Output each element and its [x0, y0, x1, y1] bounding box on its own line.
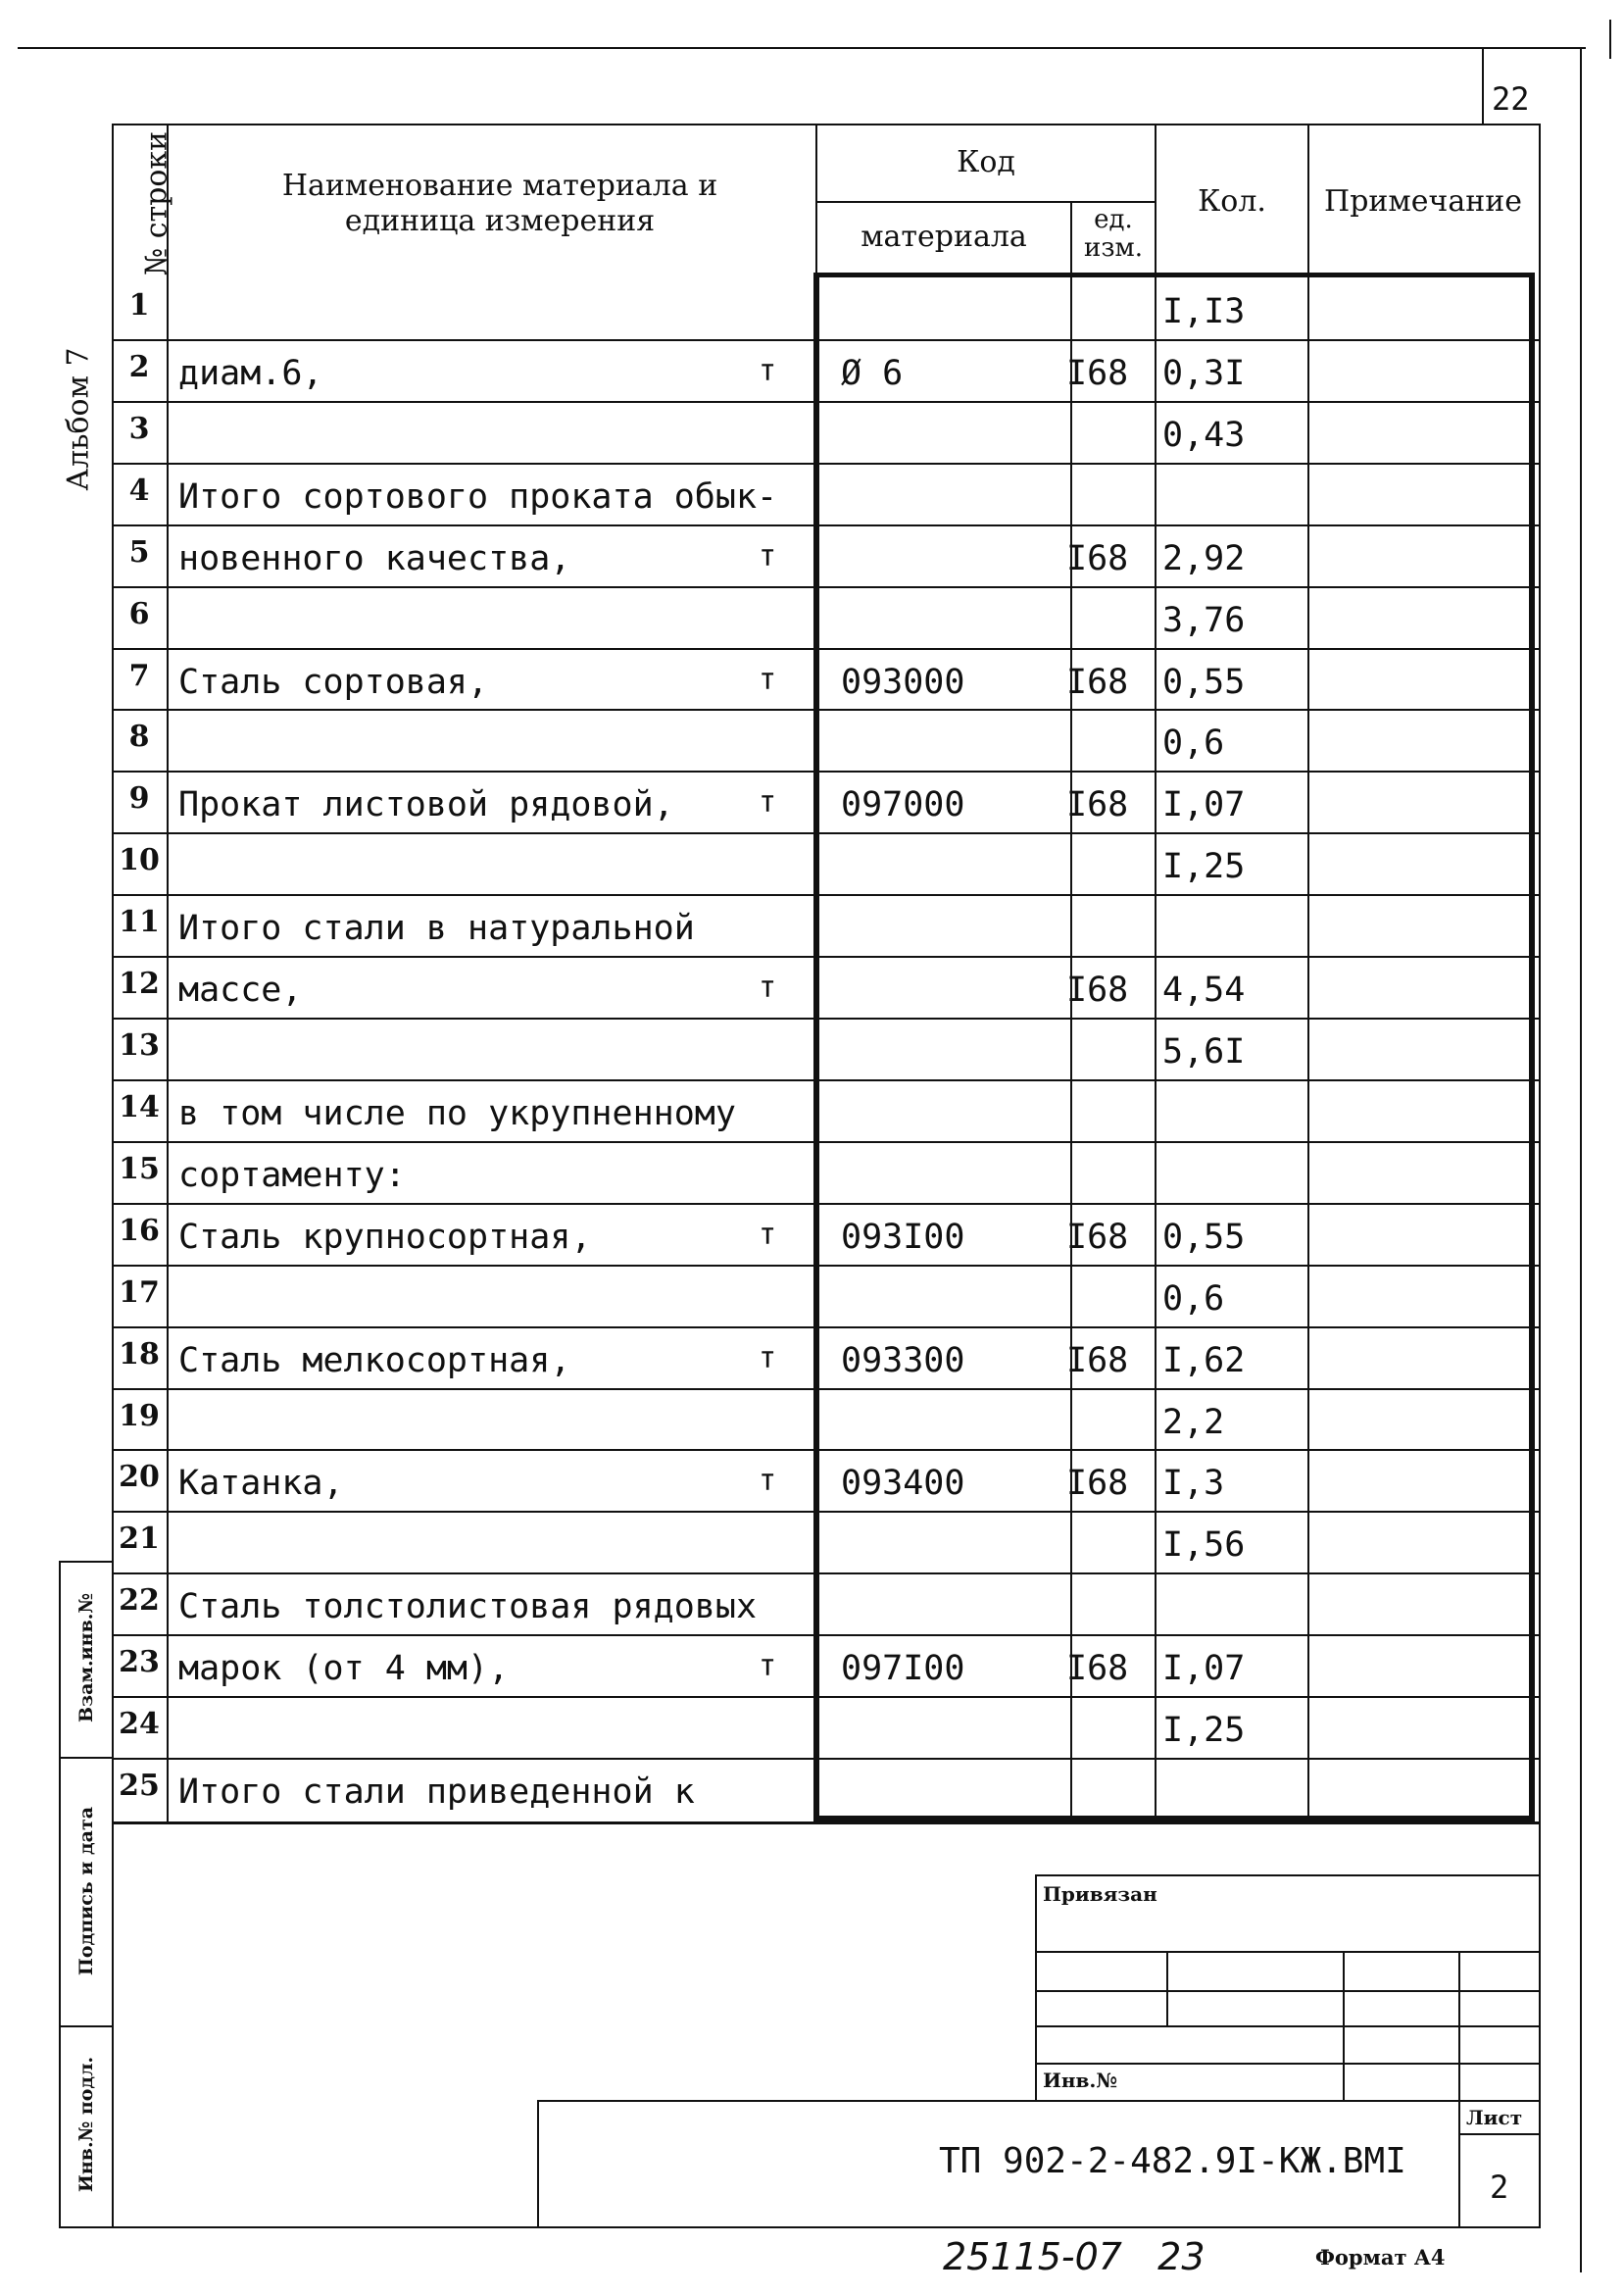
row-number: 18	[119, 1336, 160, 1372]
privyazan-label: Привязан	[1043, 1882, 1157, 1906]
row-number: 15	[119, 1151, 160, 1186]
row-number: 11	[119, 905, 160, 940]
quantity: I,25	[1162, 1711, 1246, 1751]
right-edge-mark	[1609, 20, 1611, 59]
unit-label: т	[759, 785, 777, 821]
unit-label: т	[759, 1340, 777, 1375]
list-label: Лист	[1466, 2106, 1523, 2129]
row-number: 21	[119, 1522, 160, 1557]
header-note: Примечание	[1324, 184, 1522, 219]
unit-label: т	[759, 538, 777, 574]
row-number: 24	[119, 1707, 160, 1742]
unit-code: I68	[1066, 662, 1129, 702]
material-name: Итого сортового проката обык-	[178, 476, 778, 517]
row-number: 13	[119, 1028, 160, 1064]
table-row	[112, 709, 1541, 771]
table-row	[112, 1326, 1541, 1388]
row-number: 17	[119, 1274, 160, 1310]
table-row	[112, 1203, 1541, 1265]
row-number: 19	[119, 1398, 160, 1433]
unit-code: I68	[1066, 785, 1129, 825]
material-name: Сталь мелкосортная,	[178, 1340, 571, 1380]
quantity: I,07	[1162, 1649, 1246, 1689]
material-code: Ø 6	[841, 353, 904, 393]
quantity: I,56	[1162, 1525, 1246, 1566]
table-row	[112, 339, 1541, 401]
side-stamp-vzam: Взам.инв.№	[75, 1592, 97, 1723]
material-name: Прокат листовой рядовой,	[178, 785, 674, 825]
side-stamp-inv-podl: Инв.№ подл.	[75, 2056, 97, 2193]
unit-code: I68	[1066, 1464, 1129, 1504]
material-name: Сталь крупносортная,	[178, 1217, 592, 1257]
quantity: 0,55	[1162, 662, 1246, 702]
row-number: 22	[119, 1583, 160, 1619]
table-row	[112, 771, 1541, 832]
table-row	[112, 1696, 1541, 1758]
unit-code: I68	[1066, 1340, 1129, 1380]
quantity: 0,55	[1162, 1217, 1246, 1257]
quantity: I,I3	[1162, 292, 1246, 331]
material-name: Итого стали приведенной к	[178, 1772, 695, 1813]
table-row	[112, 1388, 1541, 1450]
unit-label: т	[759, 353, 777, 388]
header-code-unit: ед. изм.	[1084, 205, 1143, 263]
quantity: 2,2	[1162, 1402, 1225, 1442]
quantity: I,62	[1162, 1340, 1246, 1380]
row-number: 25	[119, 1769, 160, 1804]
unit-label: т	[759, 971, 777, 1006]
unit-code: I68	[1066, 971, 1129, 1011]
table-row	[112, 463, 1541, 524]
unit-code: I68	[1066, 538, 1129, 578]
header-code: Код	[957, 145, 1015, 179]
table-row	[112, 956, 1541, 1018]
table-row	[112, 1449, 1541, 1511]
table-row	[112, 1265, 1541, 1326]
material-name: диам.6,	[178, 353, 323, 393]
quantity: 5,6I	[1162, 1032, 1246, 1073]
row-number: 2	[128, 349, 150, 384]
row-number: 12	[119, 967, 160, 1002]
row-number: 3	[128, 411, 150, 446]
table-row	[112, 1511, 1541, 1572]
row-number: 8	[128, 720, 150, 755]
row-number: 16	[119, 1213, 160, 1248]
unit-code: I68	[1066, 353, 1129, 393]
row-number: 10	[119, 843, 160, 878]
quantity: 0,6	[1162, 1278, 1225, 1319]
unit-code: I68	[1066, 1649, 1129, 1689]
quantity: 0,43	[1162, 415, 1246, 455]
quantity: 2,92	[1162, 538, 1246, 578]
header-name: Наименование материала и единица измерения	[281, 169, 718, 238]
table-row	[112, 586, 1541, 648]
unit-label: т	[759, 1217, 777, 1252]
table-row	[112, 401, 1541, 463]
quantity: I,25	[1162, 847, 1246, 887]
table-row	[112, 1141, 1541, 1203]
quantity: 0,6	[1162, 723, 1225, 764]
unit-label: т	[759, 1649, 777, 1684]
unit-label: т	[759, 662, 777, 697]
inv-no-label: Инв.№	[1043, 2069, 1118, 2092]
header-qty: Кол.	[1198, 184, 1266, 219]
format-label: Формат А4	[1315, 2245, 1446, 2270]
quantity: I,07	[1162, 785, 1246, 825]
row-number: 4	[128, 473, 150, 508]
material-name: Сталь толстолистовая рядовых	[178, 1587, 758, 1627]
album-label: Альбом 7	[61, 347, 96, 491]
right-edge-line	[1580, 47, 1582, 2272]
row-number: 14	[119, 1089, 160, 1124]
table-row	[112, 1079, 1541, 1141]
header-row-no: № строки	[139, 130, 174, 276]
page-number-top: 22	[1492, 80, 1530, 118]
material-name: массе,	[178, 971, 303, 1011]
material-name: сортаменту:	[178, 1155, 406, 1195]
side-stamp-podpis: Подпись и дата	[75, 1806, 97, 1976]
material-code: 097000	[841, 785, 965, 825]
header-code-material: материала	[861, 220, 1027, 254]
material-code: 093000	[841, 662, 965, 702]
doc-code: ТП 902-2-482.9I-КЖ.ВМI	[939, 2141, 1406, 2181]
unit-label: т	[759, 1464, 777, 1499]
list-value: 2	[1490, 2169, 1509, 2206]
table-row	[112, 894, 1541, 956]
material-name: в том числе по укрупненному	[178, 1093, 736, 1133]
row-number: 6	[128, 596, 150, 631]
row-number: 20	[119, 1460, 160, 1495]
material-code: 093I00	[841, 1217, 965, 1257]
material-name: новенного качества,	[178, 538, 571, 578]
unit-code: I68	[1066, 1217, 1129, 1257]
material-name: Катанка,	[178, 1464, 344, 1504]
handwritten-note: 25115-07 23	[943, 2235, 1206, 2278]
table-row	[112, 277, 1541, 339]
material-name: Сталь сортовая,	[178, 662, 489, 702]
table-row	[112, 1758, 1541, 1820]
material-code: 097I00	[841, 1649, 965, 1689]
quantity: 4,54	[1162, 971, 1246, 1011]
row-number: 1	[128, 288, 150, 323]
privyazan-block	[1035, 1874, 1541, 2100]
table-row	[112, 1572, 1541, 1634]
top-border-line	[18, 47, 1586, 49]
material-code: 093400	[841, 1464, 965, 1504]
material-code: 093300	[841, 1340, 965, 1380]
quantity: 0,3I	[1162, 353, 1246, 393]
table-row	[112, 832, 1541, 894]
material-name: Итого стали в натуральной	[178, 909, 695, 949]
table-row	[112, 524, 1541, 586]
material-name: марок (от 4 мм),	[178, 1649, 510, 1689]
table-row	[112, 1018, 1541, 1079]
quantity: I,3	[1162, 1464, 1225, 1504]
row-number: 5	[128, 534, 150, 570]
table-row	[112, 1634, 1541, 1696]
table-row	[112, 648, 1541, 710]
quantity: 3,76	[1162, 600, 1246, 640]
row-number: 23	[119, 1645, 160, 1680]
row-number: 7	[128, 658, 150, 693]
row-number: 9	[128, 781, 150, 817]
